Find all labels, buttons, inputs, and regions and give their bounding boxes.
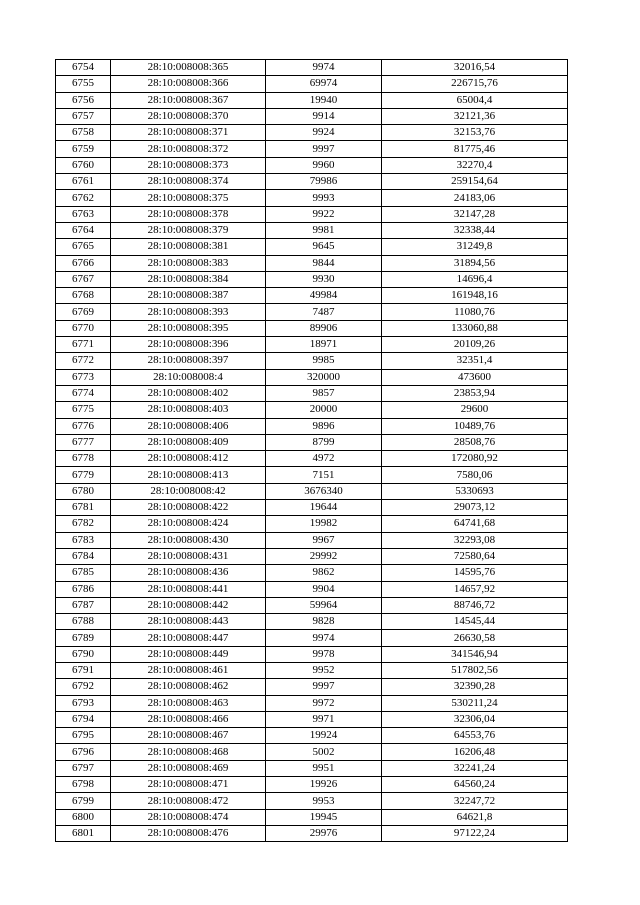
value-cell: 32293,08: [382, 532, 568, 548]
cadastral-number-cell: 28:10:008008:436: [111, 565, 266, 581]
row-number-cell: 6765: [56, 239, 111, 255]
area-cell: 9953: [266, 793, 382, 809]
table-row: [56, 614, 568, 630]
table-row: [56, 108, 568, 124]
area-cell: 29976: [266, 825, 382, 841]
value-cell: 14657,92: [382, 581, 568, 597]
area-cell: 9974: [266, 60, 382, 76]
value-cell: 64553,76: [382, 728, 568, 744]
row-number-cell: 6791: [56, 662, 111, 678]
cadastral-number-cell: 28:10:008008:397: [111, 353, 266, 369]
row-number-cell: 6789: [56, 630, 111, 646]
area-cell: 29992: [266, 548, 382, 564]
cadastral-number-cell: 28:10:008008:467: [111, 728, 266, 744]
table-row: [56, 125, 568, 141]
row-number-cell: 6770: [56, 320, 111, 336]
area-cell: 69974: [266, 76, 382, 92]
row-number-cell: 6760: [56, 157, 111, 173]
row-number-cell: 6759: [56, 141, 111, 157]
area-cell: 9985: [266, 353, 382, 369]
cadastral-number-cell: 28:10:008008:476: [111, 825, 266, 841]
area-cell: 3676340: [266, 483, 382, 499]
row-number-cell: 6790: [56, 646, 111, 662]
area-cell: 19940: [266, 92, 382, 108]
row-number-cell: 6755: [56, 76, 111, 92]
cadastral-number-cell: 28:10:008008:412: [111, 451, 266, 467]
table-row: [56, 744, 568, 760]
area-cell: 9971: [266, 711, 382, 727]
row-number-cell: 6762: [56, 190, 111, 206]
value-cell: 32390,28: [382, 679, 568, 695]
value-cell: 28508,76: [382, 434, 568, 450]
table-row: [56, 255, 568, 271]
row-number-cell: 6763: [56, 206, 111, 222]
value-cell: 172080,92: [382, 451, 568, 467]
area-cell: 9978: [266, 646, 382, 662]
area-cell: 9951: [266, 760, 382, 776]
value-cell: 88746,72: [382, 597, 568, 613]
row-number-cell: 6757: [56, 108, 111, 124]
cadastral-number-cell: 28:10:008008:367: [111, 92, 266, 108]
table-row: [56, 320, 568, 336]
area-cell: 9896: [266, 418, 382, 434]
cadastral-number-cell: 28:10:008008:443: [111, 614, 266, 630]
table-row: [56, 760, 568, 776]
value-cell: 32247,72: [382, 793, 568, 809]
row-number-cell: 6794: [56, 711, 111, 727]
cadastral-number-cell: 28:10:008008:372: [111, 141, 266, 157]
row-number-cell: 6766: [56, 255, 111, 271]
table-row: [56, 271, 568, 287]
table-row: [56, 516, 568, 532]
cadastral-number-cell: 28:10:008008:370: [111, 108, 266, 124]
row-number-cell: 6780: [56, 483, 111, 499]
table-row: [56, 174, 568, 190]
table-row: [56, 809, 568, 825]
cadastral-number-cell: 28:10:008008:474: [111, 809, 266, 825]
cadastral-number-cell: 28:10:008008:371: [111, 125, 266, 141]
row-number-cell: 6761: [56, 174, 111, 190]
cadastral-number-cell: 28:10:008008:395: [111, 320, 266, 336]
value-cell: 32121,36: [382, 108, 568, 124]
row-number-cell: 6781: [56, 500, 111, 516]
value-cell: 24183,06: [382, 190, 568, 206]
cadastral-number-cell: 28:10:008008:374: [111, 174, 266, 190]
area-cell: 7151: [266, 467, 382, 483]
area-cell: 9844: [266, 255, 382, 271]
cadastral-number-cell: 28:10:008008:365: [111, 60, 266, 76]
cadastral-number-cell: 28:10:008008:384: [111, 271, 266, 287]
value-cell: 530211,24: [382, 695, 568, 711]
cadastral-number-cell: 28:10:008008:409: [111, 434, 266, 450]
table-row: [56, 467, 568, 483]
value-cell: 14595,76: [382, 565, 568, 581]
value-cell: 31249,8: [382, 239, 568, 255]
cadastral-number-cell: 28:10:008008:430: [111, 532, 266, 548]
row-number-cell: 6767: [56, 271, 111, 287]
table-row: [56, 777, 568, 793]
area-cell: 19982: [266, 516, 382, 532]
value-cell: 72580,64: [382, 548, 568, 564]
area-cell: 9904: [266, 581, 382, 597]
area-cell: 59964: [266, 597, 382, 613]
value-cell: 97122,24: [382, 825, 568, 841]
row-number-cell: 6785: [56, 565, 111, 581]
value-cell: 29073,12: [382, 500, 568, 516]
table-row: [56, 60, 568, 76]
value-cell: 32351,4: [382, 353, 568, 369]
table-row: [56, 662, 568, 678]
cadastral-number-cell: 28:10:008008:366: [111, 76, 266, 92]
area-cell: 9967: [266, 532, 382, 548]
area-cell: 4972: [266, 451, 382, 467]
area-cell: 19644: [266, 500, 382, 516]
area-cell: 9645: [266, 239, 382, 255]
row-number-cell: 6754: [56, 60, 111, 76]
value-cell: 64621,8: [382, 809, 568, 825]
value-cell: 32153,76: [382, 125, 568, 141]
row-number-cell: 6756: [56, 92, 111, 108]
value-cell: 31894,56: [382, 255, 568, 271]
table-row: [56, 695, 568, 711]
area-cell: 49984: [266, 288, 382, 304]
cadastral-number-cell: 28:10:008008:379: [111, 222, 266, 238]
value-cell: 64560,24: [382, 777, 568, 793]
value-cell: 341546,94: [382, 646, 568, 662]
value-cell: 26630,58: [382, 630, 568, 646]
row-number-cell: 6783: [56, 532, 111, 548]
data-table: [55, 59, 568, 842]
table-row: [56, 369, 568, 385]
row-number-cell: 6798: [56, 777, 111, 793]
table-row: [56, 500, 568, 516]
cadastral-number-cell: 28:10:008008:462: [111, 679, 266, 695]
area-cell: 9997: [266, 679, 382, 695]
row-number-cell: 6778: [56, 451, 111, 467]
row-number-cell: 6786: [56, 581, 111, 597]
cadastral-number-cell: 28:10:008008:396: [111, 337, 266, 353]
table-row: [56, 288, 568, 304]
cadastral-number-cell: 28:10:008008:466: [111, 711, 266, 727]
value-cell: 10489,76: [382, 418, 568, 434]
value-cell: 29600: [382, 402, 568, 418]
table-row: [56, 581, 568, 597]
value-cell: 7580,06: [382, 467, 568, 483]
cadastral-number-cell: 28:10:008008:461: [111, 662, 266, 678]
cadastral-number-cell: 28:10:008008:406: [111, 418, 266, 434]
area-cell: 9930: [266, 271, 382, 287]
cadastral-number-cell: 28:10:008008:378: [111, 206, 266, 222]
area-cell: 9981: [266, 222, 382, 238]
cadastral-number-cell: 28:10:008008:422: [111, 500, 266, 516]
value-cell: 32338,44: [382, 222, 568, 238]
row-number-cell: 6796: [56, 744, 111, 760]
cadastral-number-cell: 28:10:008008:441: [111, 581, 266, 597]
table-row: [56, 434, 568, 450]
area-cell: 9974: [266, 630, 382, 646]
cadastral-number-cell: 28:10:008008:431: [111, 548, 266, 564]
cadastral-number-cell: 28:10:008008:4: [111, 369, 266, 385]
cadastral-number-cell: 28:10:008008:424: [111, 516, 266, 532]
row-number-cell: 6758: [56, 125, 111, 141]
area-cell: 19926: [266, 777, 382, 793]
table-row: [56, 597, 568, 613]
area-cell: 9997: [266, 141, 382, 157]
area-cell: 19945: [266, 809, 382, 825]
area-cell: 9924: [266, 125, 382, 141]
table-row: [56, 190, 568, 206]
table-row: [56, 793, 568, 809]
value-cell: 32147,28: [382, 206, 568, 222]
cadastral-number-cell: 28:10:008008:447: [111, 630, 266, 646]
table-row: [56, 76, 568, 92]
area-cell: 9862: [266, 565, 382, 581]
table-row: [56, 630, 568, 646]
cadastral-number-cell: 28:10:008008:403: [111, 402, 266, 418]
table-row: [56, 825, 568, 841]
row-number-cell: 6795: [56, 728, 111, 744]
table-row: [56, 337, 568, 353]
cadastral-number-cell: 28:10:008008:381: [111, 239, 266, 255]
table-row: [56, 548, 568, 564]
area-cell: 9922: [266, 206, 382, 222]
area-cell: 9857: [266, 385, 382, 401]
table-body: [56, 60, 568, 842]
row-number-cell: 6768: [56, 288, 111, 304]
row-number-cell: 6777: [56, 434, 111, 450]
value-cell: 65004,4: [382, 92, 568, 108]
table-row: [56, 92, 568, 108]
value-cell: 81775,46: [382, 141, 568, 157]
area-cell: 20000: [266, 402, 382, 418]
area-cell: 9952: [266, 662, 382, 678]
cadastral-number-cell: 28:10:008008:469: [111, 760, 266, 776]
row-number-cell: 6784: [56, 548, 111, 564]
cadastral-number-cell: 28:10:008008:393: [111, 304, 266, 320]
table-row: [56, 646, 568, 662]
row-number-cell: 6799: [56, 793, 111, 809]
row-number-cell: 6769: [56, 304, 111, 320]
value-cell: 5330693: [382, 483, 568, 499]
row-number-cell: 6797: [56, 760, 111, 776]
cadastral-number-cell: 28:10:008008:442: [111, 597, 266, 613]
value-cell: 23853,94: [382, 385, 568, 401]
table-row: [56, 222, 568, 238]
table-row: [56, 239, 568, 255]
table-row: [56, 565, 568, 581]
value-cell: 259154,64: [382, 174, 568, 190]
table-row: [56, 304, 568, 320]
table-row: [56, 206, 568, 222]
cadastral-number-cell: 28:10:008008:449: [111, 646, 266, 662]
table-row: [56, 418, 568, 434]
value-cell: 14696,4: [382, 271, 568, 287]
cadastral-number-cell: 28:10:008008:463: [111, 695, 266, 711]
row-number-cell: 6801: [56, 825, 111, 841]
table-row: [56, 679, 568, 695]
row-number-cell: 6779: [56, 467, 111, 483]
cadastral-number-cell: 28:10:008008:413: [111, 467, 266, 483]
value-cell: 32241,24: [382, 760, 568, 776]
value-cell: 32016,54: [382, 60, 568, 76]
value-cell: 517802,56: [382, 662, 568, 678]
table-row: [56, 402, 568, 418]
area-cell: 7487: [266, 304, 382, 320]
value-cell: 133060,88: [382, 320, 568, 336]
area-cell: 9960: [266, 157, 382, 173]
cadastral-number-cell: 28:10:008008:373: [111, 157, 266, 173]
cadastral-number-cell: 28:10:008008:42: [111, 483, 266, 499]
table-row: [56, 141, 568, 157]
area-cell: 79986: [266, 174, 382, 190]
row-number-cell: 6787: [56, 597, 111, 613]
row-number-cell: 6800: [56, 809, 111, 825]
value-cell: 32270,4: [382, 157, 568, 173]
value-cell: 473600: [382, 369, 568, 385]
value-cell: 32306,04: [382, 711, 568, 727]
table-row: [56, 483, 568, 499]
row-number-cell: 6782: [56, 516, 111, 532]
row-number-cell: 6793: [56, 695, 111, 711]
cadastral-number-cell: 28:10:008008:468: [111, 744, 266, 760]
table-row: [56, 532, 568, 548]
row-number-cell: 6771: [56, 337, 111, 353]
area-cell: 9972: [266, 695, 382, 711]
value-cell: 11080,76: [382, 304, 568, 320]
row-number-cell: 6775: [56, 402, 111, 418]
area-cell: 19924: [266, 728, 382, 744]
row-number-cell: 6774: [56, 385, 111, 401]
row-number-cell: 6788: [56, 614, 111, 630]
cadastral-number-cell: 28:10:008008:383: [111, 255, 266, 271]
cadastral-number-cell: 28:10:008008:375: [111, 190, 266, 206]
cadastral-number-cell: 28:10:008008:402: [111, 385, 266, 401]
area-cell: 9914: [266, 108, 382, 124]
row-number-cell: 6792: [56, 679, 111, 695]
cadastral-number-cell: 28:10:008008:471: [111, 777, 266, 793]
area-cell: 9993: [266, 190, 382, 206]
table-row: [56, 353, 568, 369]
value-cell: 161948,16: [382, 288, 568, 304]
area-cell: 8799: [266, 434, 382, 450]
value-cell: 14545,44: [382, 614, 568, 630]
area-cell: 18971: [266, 337, 382, 353]
area-cell: 9828: [266, 614, 382, 630]
area-cell: 320000: [266, 369, 382, 385]
table-row: [56, 157, 568, 173]
table-row: [56, 728, 568, 744]
area-cell: 89906: [266, 320, 382, 336]
table-row: [56, 451, 568, 467]
cadastral-number-cell: 28:10:008008:472: [111, 793, 266, 809]
row-number-cell: 6772: [56, 353, 111, 369]
table-row: [56, 711, 568, 727]
row-number-cell: 6773: [56, 369, 111, 385]
area-cell: 5002: [266, 744, 382, 760]
value-cell: 226715,76: [382, 76, 568, 92]
value-cell: 16206,48: [382, 744, 568, 760]
cadastral-number-cell: 28:10:008008:387: [111, 288, 266, 304]
value-cell: 64741,68: [382, 516, 568, 532]
value-cell: 20109,26: [382, 337, 568, 353]
table-row: [56, 385, 568, 401]
row-number-cell: 6764: [56, 222, 111, 238]
row-number-cell: 6776: [56, 418, 111, 434]
